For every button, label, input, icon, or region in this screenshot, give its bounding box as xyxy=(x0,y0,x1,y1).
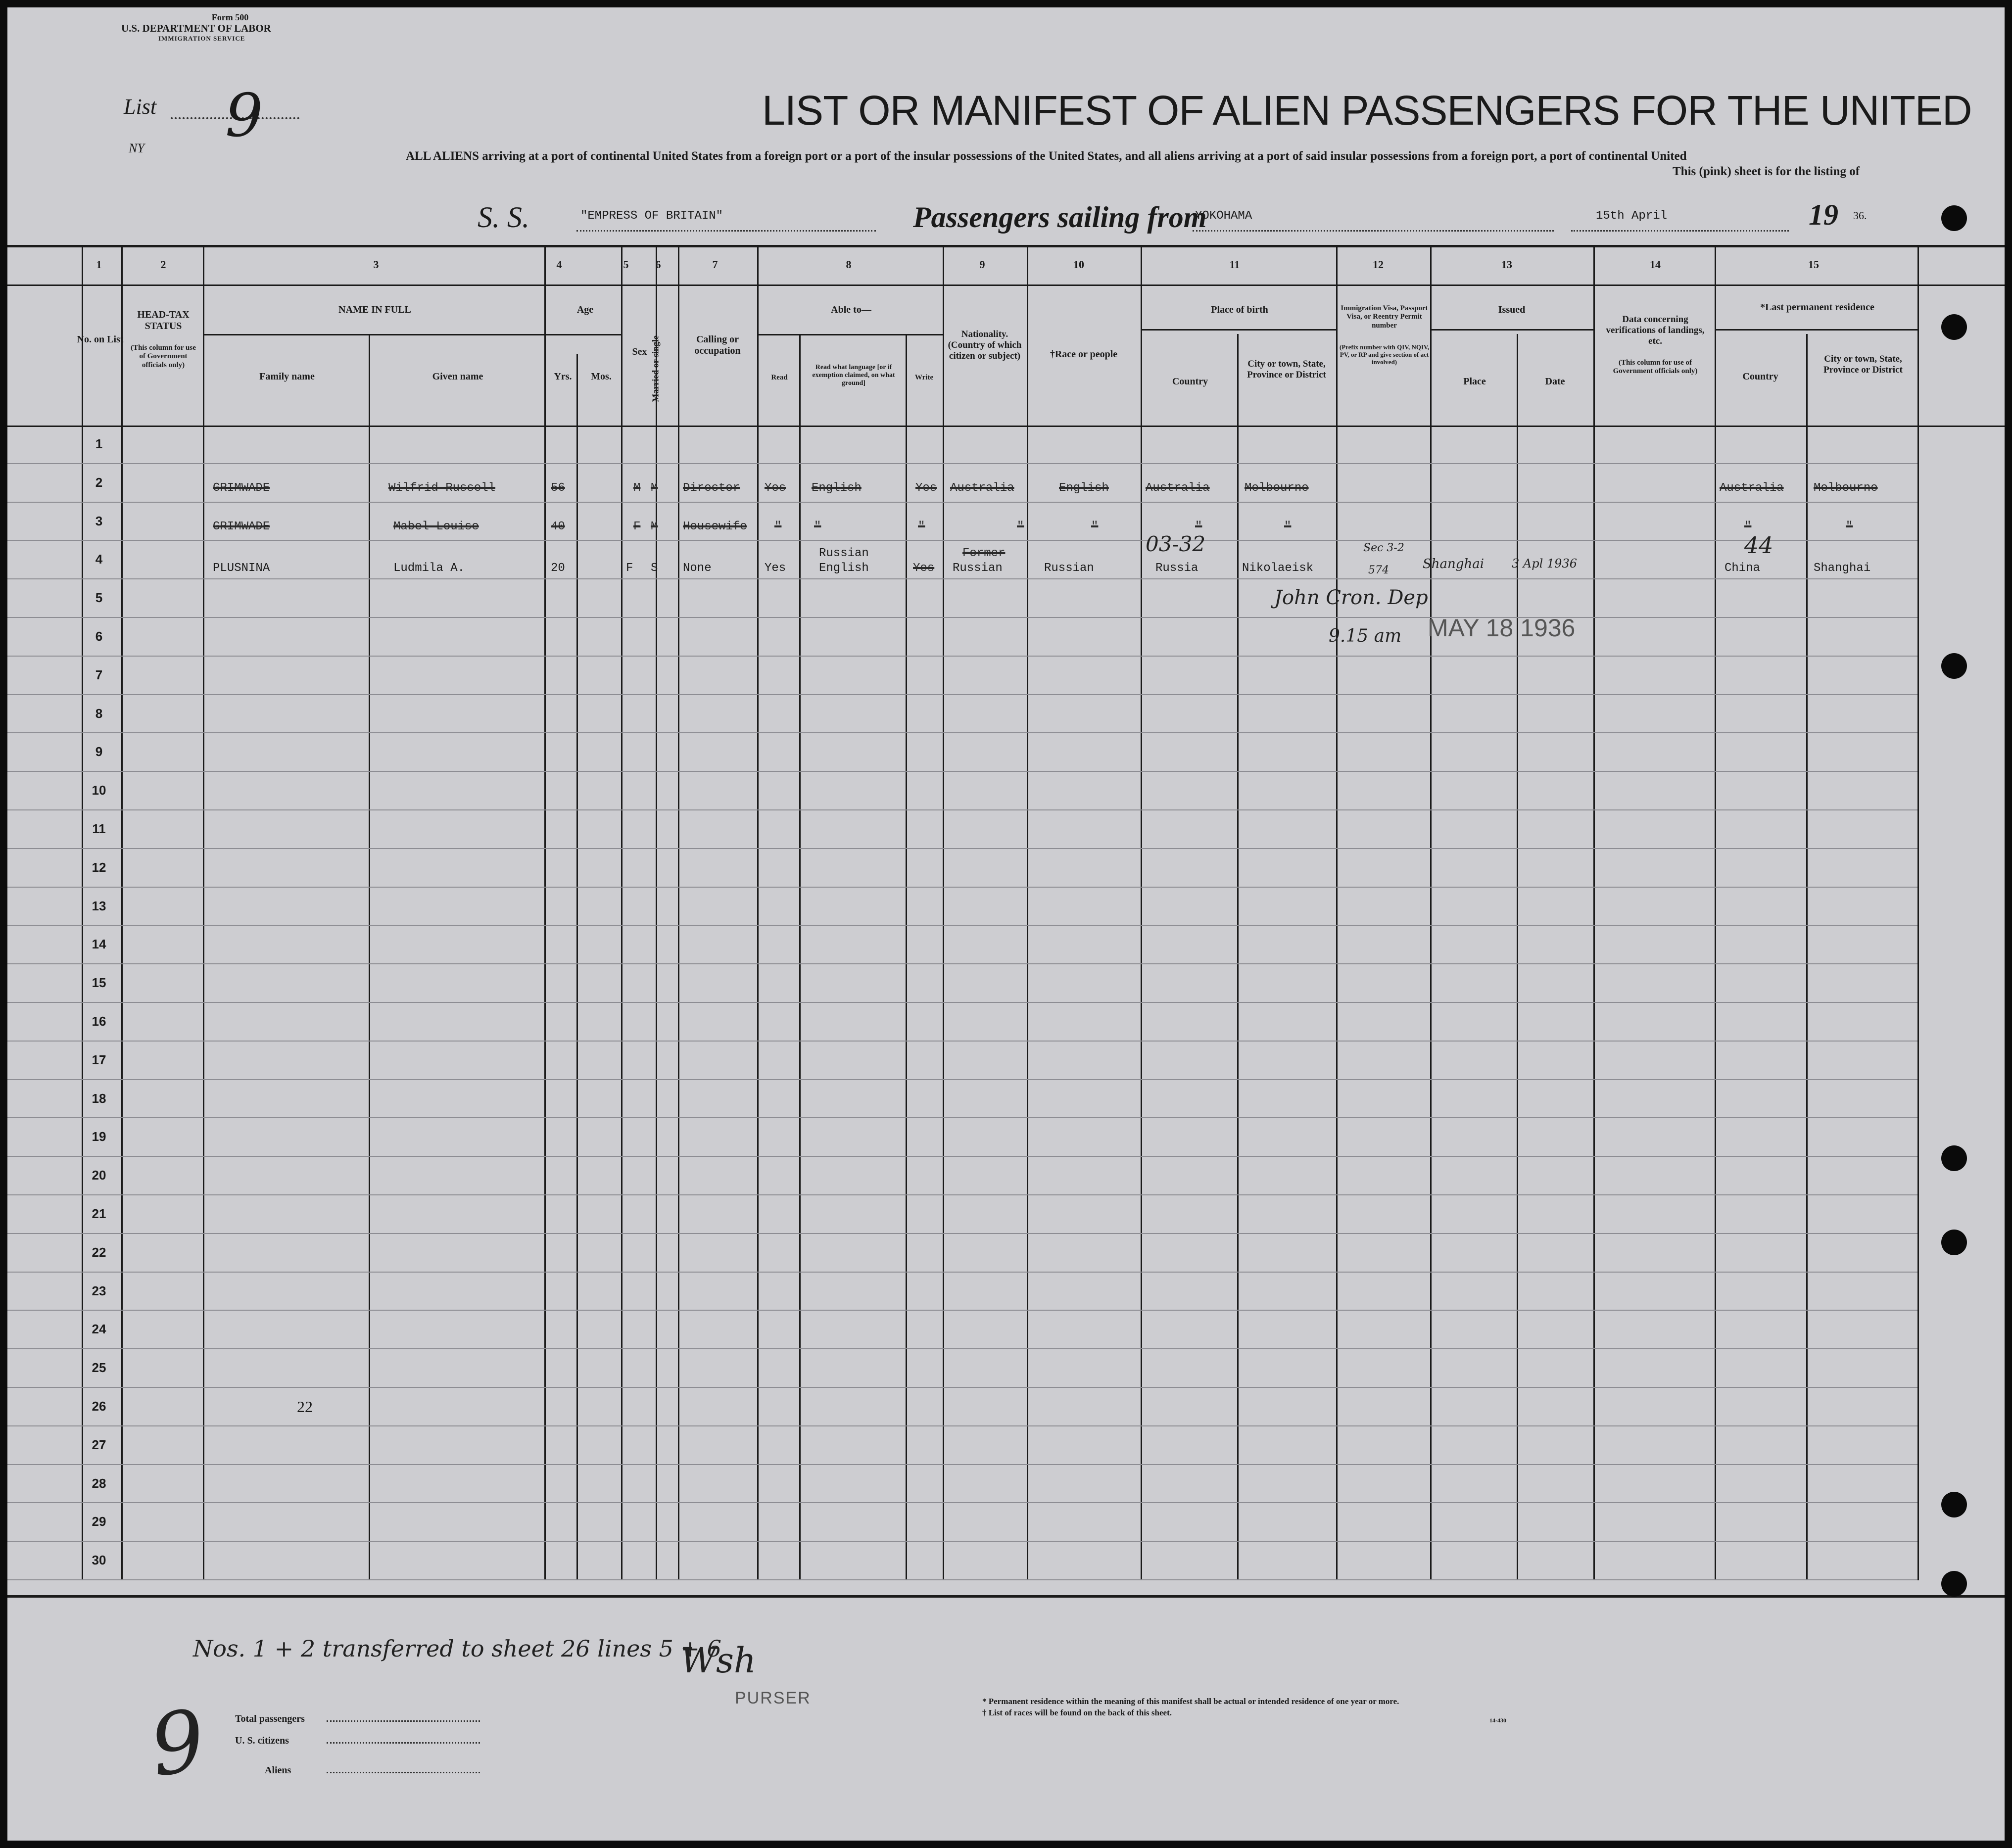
punch-hole xyxy=(1941,653,1967,679)
row-3-issued-place: Shanghai xyxy=(1423,557,1485,571)
punch-hole xyxy=(1941,1571,1967,1597)
row-3-given-name: Ludmila A. xyxy=(393,562,465,575)
header-family-name: Family name xyxy=(259,371,315,382)
aliens-label: Aliens xyxy=(265,1765,291,1776)
sailing-label: Passengers sailing from xyxy=(913,201,1207,234)
row-rule xyxy=(7,1117,1917,1118)
header-res-country: Country xyxy=(1742,371,1778,382)
manifest-sheet xyxy=(7,7,2005,1841)
column-divider xyxy=(621,245,623,1580)
row-number: 8 xyxy=(95,706,103,721)
list-label: List xyxy=(124,95,157,119)
form-number: Form 500 xyxy=(211,12,249,22)
list-number: 9 xyxy=(225,82,263,150)
header-issued-date: Date xyxy=(1545,376,1565,387)
row-rule xyxy=(7,1425,1917,1426)
header-issued: Issued xyxy=(1498,304,1526,315)
row-rule xyxy=(7,1041,1917,1042)
col-number-15: 15 xyxy=(1808,258,1819,271)
row-rule xyxy=(7,694,1917,695)
row-2-write: " xyxy=(918,520,925,533)
punch-hole xyxy=(1941,1492,1967,1517)
header-head-tax: HEAD-TAX STATUS xyxy=(137,309,190,332)
column-divider xyxy=(203,245,204,1580)
header-read: Read xyxy=(771,374,788,381)
row-number: 20 xyxy=(92,1168,106,1183)
row-1-family-name: GRIMWADE xyxy=(213,481,270,495)
row-2-race: " xyxy=(1091,520,1099,533)
total-passengers-line xyxy=(327,1720,480,1722)
us-citizens-label: U. S. citizens xyxy=(235,1735,289,1746)
sailing-port: YOKOHAMA xyxy=(1195,209,1252,223)
row-rule xyxy=(7,1156,1917,1157)
inspection-time: 9.15 am xyxy=(1329,626,1402,646)
row-2-sex: F xyxy=(633,520,641,533)
column-divider xyxy=(1336,245,1338,1580)
header-given-name: Given name xyxy=(432,371,483,382)
row-rule xyxy=(7,1464,1917,1465)
head-tax-number: 22 xyxy=(297,1398,313,1416)
row-number: 5 xyxy=(95,590,103,606)
row-1-given-name: Wilfrid Russell xyxy=(388,481,496,495)
header-res-city: City or town, State, Province or District xyxy=(1823,354,1903,375)
row-number: 10 xyxy=(92,783,106,798)
row-number: 29 xyxy=(92,1514,106,1529)
row-3-birth-country: Russia xyxy=(1155,562,1198,575)
column-divider xyxy=(1517,334,1518,1580)
row-number: 21 xyxy=(92,1206,106,1221)
ship-name-line xyxy=(576,230,876,232)
column-divider xyxy=(82,245,83,1580)
row-number: 15 xyxy=(92,975,106,991)
row-2-birth-country: " xyxy=(1195,520,1202,533)
row-rule xyxy=(7,1579,1917,1580)
column-divider xyxy=(1141,245,1142,1580)
row-2-family-name: GRIMWADE xyxy=(213,520,270,533)
row-rule xyxy=(7,809,1917,810)
header-visa: Immigration Visa, Passport Visa, or Reentry Permit number xyxy=(1341,304,1428,330)
birth-code-annotation: 03-32 xyxy=(1146,532,1206,556)
row-rule xyxy=(7,540,1917,541)
row-3-birth-city: Nikolaeisk xyxy=(1242,562,1314,575)
header-read-language: Read what language [or if exemption claimed, on what ground] xyxy=(812,364,895,387)
header-married: Married or single xyxy=(650,335,661,402)
header-calling: Calling or occupation xyxy=(694,334,741,356)
row-number: 7 xyxy=(95,667,103,682)
row-rule xyxy=(7,732,1917,733)
row-1-occupation: Director xyxy=(683,481,740,495)
row-1-nationality: Australia xyxy=(950,481,1014,495)
header-mos: Mos. xyxy=(591,371,612,382)
row-rule xyxy=(7,1348,1917,1349)
footnote-races: † List of races will be found on the back of this sheet. xyxy=(982,1708,1172,1717)
row-2-birth-city: " xyxy=(1284,520,1292,533)
list-note: NY xyxy=(129,141,144,155)
column-divider xyxy=(799,334,801,1580)
row-2-language: " xyxy=(814,520,821,533)
inspector-signature: John Cron. Dep xyxy=(1274,586,1428,609)
row-rule xyxy=(7,925,1917,926)
col-number-14: 14 xyxy=(1650,258,1661,271)
row-number: 26 xyxy=(92,1399,106,1414)
row-rule xyxy=(7,1079,1917,1080)
header-write: Write xyxy=(914,374,934,381)
row-1-language: English xyxy=(812,481,862,495)
residence-code-annotation: 44 xyxy=(1744,532,1773,559)
punch-hole xyxy=(1941,314,1967,340)
header-yrs: Yrs. xyxy=(554,371,572,382)
transfer-note: Nos. 1 + 2 transferred to sheet 26 lines 5 + 6 xyxy=(193,1635,721,1662)
subtitle-line-2: This (pink) sheet is for the listing of xyxy=(1673,165,1860,178)
column-divider xyxy=(943,245,944,1580)
column-divider xyxy=(369,334,370,1580)
header-nationality: Nationality. (Country of which citizen or subject) xyxy=(948,329,1022,361)
row-1-race: English xyxy=(1059,481,1109,495)
row-number: 25 xyxy=(92,1360,106,1375)
col-number-4: 4 xyxy=(556,258,562,271)
row-3-family-name: PLUSNINA xyxy=(213,562,270,575)
col-number-11: 11 xyxy=(1229,258,1240,271)
column-divider xyxy=(576,354,578,1580)
column-divider xyxy=(544,245,546,1580)
row-number: 6 xyxy=(95,629,103,644)
date-stamp: MAY 18 1936 xyxy=(1428,614,1576,642)
row-number: 18 xyxy=(92,1090,106,1106)
row-1-res-country: Australia xyxy=(1720,481,1784,495)
table-top-border xyxy=(7,245,2005,247)
purser-stamp: PURSER xyxy=(735,1689,811,1707)
row-3-res-city: Shanghai xyxy=(1814,562,1871,575)
row-number: 24 xyxy=(92,1322,106,1337)
header-rule xyxy=(757,334,943,335)
header-data-verifications-note: (This column for use of Government officials only) xyxy=(1613,359,1698,376)
col-number-2: 2 xyxy=(160,258,166,271)
row-3-age: 20 xyxy=(551,562,565,575)
row-number: 22 xyxy=(92,1244,106,1260)
row-number: 3 xyxy=(95,513,103,528)
row-number: 17 xyxy=(92,1052,106,1067)
row-2-res-country: " xyxy=(1744,520,1752,533)
row-rule xyxy=(7,1002,1917,1003)
row-number: 30 xyxy=(92,1553,106,1568)
row-number: 23 xyxy=(92,1283,106,1298)
col-number-6: 6 xyxy=(655,258,661,271)
table-bottom-rule xyxy=(7,1595,2005,1598)
row-number: 12 xyxy=(92,859,106,875)
row-rule xyxy=(7,1502,1917,1503)
row-3-marital: S xyxy=(651,562,658,575)
row-1-read: Yes xyxy=(765,481,786,495)
row-2-given-name: Mabel Louise xyxy=(393,520,479,533)
row-rule xyxy=(7,1310,1917,1311)
row-1-res-city: Melbourne xyxy=(1814,481,1878,495)
column-divider xyxy=(678,245,679,1580)
visa-handwritten: Sec 3-2 xyxy=(1363,542,1404,554)
aliens-line xyxy=(327,1772,480,1773)
column-divider xyxy=(1430,245,1432,1580)
row-1-age: 56 xyxy=(551,481,565,495)
ship-label: S. S. xyxy=(478,201,529,234)
col-number-13: 13 xyxy=(1501,258,1512,271)
column-divider xyxy=(906,334,907,1580)
row-rule xyxy=(7,887,1917,888)
header-rule xyxy=(1430,329,1593,331)
margin-number: 9 xyxy=(144,1691,211,1796)
header-data-verifications: Data concerning verifications of landings, etc. xyxy=(1606,314,1705,346)
row-number: 13 xyxy=(92,898,106,913)
row-rule xyxy=(7,1233,1917,1234)
year-suffix: 36. xyxy=(1853,209,1867,222)
row-number: 11 xyxy=(92,821,106,836)
header-place-of-birth: Place of birth xyxy=(1211,304,1268,315)
row-number: 27 xyxy=(92,1437,106,1452)
row-rule xyxy=(7,1194,1917,1195)
footnote-residence: * Permanent residence within the meaning of this manifest shall be actual or intended residence of one year or more. xyxy=(982,1697,1399,1706)
row-rule xyxy=(7,578,1917,579)
header-head-tax-note: (This column for use of Government officials only) xyxy=(131,344,196,369)
col-number-12: 12 xyxy=(1373,258,1384,271)
row-3-nationality-2: Russian xyxy=(953,562,1003,575)
row-3-write: Yes xyxy=(913,562,935,575)
row-1-sex: M xyxy=(633,481,641,495)
row-3-language-2: English xyxy=(819,562,869,575)
row-2-marital: M xyxy=(651,520,658,533)
row-rule xyxy=(7,1387,1917,1388)
row-2-res-city: " xyxy=(1846,520,1853,533)
column-divider xyxy=(1027,245,1028,1580)
row-3-issued-date: 3 Apl 1936 xyxy=(1512,557,1577,570)
row-number: 1 xyxy=(95,436,103,451)
header-rule xyxy=(7,284,2005,286)
header-rule xyxy=(1715,329,1917,331)
col-number-10: 10 xyxy=(1073,258,1084,271)
column-divider xyxy=(757,245,759,1580)
row-3-race: Russian xyxy=(1044,562,1094,575)
header-visa-note: (Prefix number with QIV, NQIV, PV, or RP and give section of act involved) xyxy=(1339,343,1430,366)
column-divider xyxy=(1917,245,1919,1580)
row-number: 14 xyxy=(92,937,106,952)
header-rule xyxy=(203,334,621,335)
row-3-nationality: Former xyxy=(962,547,1006,560)
row-number: 16 xyxy=(92,1014,106,1029)
header-name-in-full: NAME IN FULL xyxy=(338,304,411,315)
row-rule xyxy=(7,848,1917,849)
row-3-sex: F xyxy=(626,562,633,575)
sailing-date: 15th April xyxy=(1596,209,1668,223)
row-2-nationality: " xyxy=(1017,520,1024,533)
header-sex: Sex xyxy=(632,346,647,357)
header-able-to: Able to— xyxy=(831,304,871,315)
date-line xyxy=(1571,230,1789,232)
header-last-residence: *Last permanent residence xyxy=(1760,302,1874,313)
page-title: LIST OR MANIFEST OF ALIEN PASSENGERS FOR THE UNITED xyxy=(762,87,1972,134)
port-line xyxy=(1193,230,1554,232)
col-number-9: 9 xyxy=(979,258,985,271)
header-rule xyxy=(1141,329,1336,331)
row-2-age: 40 xyxy=(551,520,565,533)
row-rule xyxy=(7,502,1917,503)
ship-name: "EMPRESS OF BRITAIN" xyxy=(580,209,723,223)
row-number: 9 xyxy=(95,744,103,759)
row-2-read: " xyxy=(774,520,782,533)
row-1-birth-city: Melbourne xyxy=(1245,481,1309,495)
punch-hole xyxy=(1941,1230,1967,1255)
row-3-read: Yes xyxy=(765,562,786,575)
punch-hole xyxy=(1941,205,1967,231)
column-divider xyxy=(121,245,123,1580)
us-citizens-line xyxy=(327,1742,480,1744)
row-number: 2 xyxy=(95,474,103,490)
header-race: †Race or people xyxy=(1050,349,1118,360)
row-3-language: Russian xyxy=(819,547,869,560)
row-1-write: Yes xyxy=(915,481,937,495)
row-3-res-country: China xyxy=(1725,562,1761,575)
service-label: IMMIGRATION SERVICE xyxy=(158,35,245,42)
column-divider xyxy=(1237,334,1239,1580)
column-divider xyxy=(1593,245,1595,1580)
header-issued-place: Place xyxy=(1463,376,1486,387)
punch-hole xyxy=(1941,1145,1967,1171)
row-1-marital: M xyxy=(651,481,658,495)
header-no-on-list: No. on List xyxy=(77,334,124,345)
row-3-occupation: None xyxy=(683,562,712,575)
row-number: 28 xyxy=(92,1475,106,1491)
row-rule xyxy=(7,463,1917,464)
row-rule xyxy=(7,656,1917,657)
header-country: Country xyxy=(1172,376,1208,387)
form-code: 14-430 xyxy=(1489,1717,1506,1724)
row-number: 4 xyxy=(95,552,103,567)
header-city: City or town, State, Province or District xyxy=(1247,359,1326,380)
visa-handwritten-2: 574 xyxy=(1368,564,1389,576)
column-divider xyxy=(656,245,657,1580)
header-rule xyxy=(7,426,2005,427)
row-2-occupation: Housewife xyxy=(683,520,747,533)
column-divider xyxy=(1806,334,1808,1580)
subtitle-line-1: ALL ALIENS arriving at a port of continental United States from a foreign port or a port of the insular possessions of the United States, and all aliens arriving at a port of said insular possessions from a foreign port, a port of continental United xyxy=(406,149,1687,163)
row-rule xyxy=(7,1541,1917,1542)
year-prefix: 19 xyxy=(1809,198,1838,231)
department-label: U.S. DEPARTMENT OF LABOR xyxy=(121,22,271,34)
total-passengers-label: Total passengers xyxy=(235,1713,305,1724)
header-age: Age xyxy=(576,304,594,315)
row-rule xyxy=(7,1272,1917,1273)
purser-initials: Wsh xyxy=(680,1640,756,1681)
row-1-birth-country: Australia xyxy=(1146,481,1210,495)
col-number-8: 8 xyxy=(846,258,852,271)
col-number-1: 1 xyxy=(96,258,102,271)
col-number-7: 7 xyxy=(712,258,718,271)
col-number-3: 3 xyxy=(373,258,379,271)
row-rule xyxy=(7,771,1917,772)
col-number-5: 5 xyxy=(623,258,629,271)
row-rule xyxy=(7,617,1917,618)
row-rule xyxy=(7,963,1917,964)
row-number: 19 xyxy=(92,1129,106,1144)
column-divider xyxy=(1715,245,1716,1580)
